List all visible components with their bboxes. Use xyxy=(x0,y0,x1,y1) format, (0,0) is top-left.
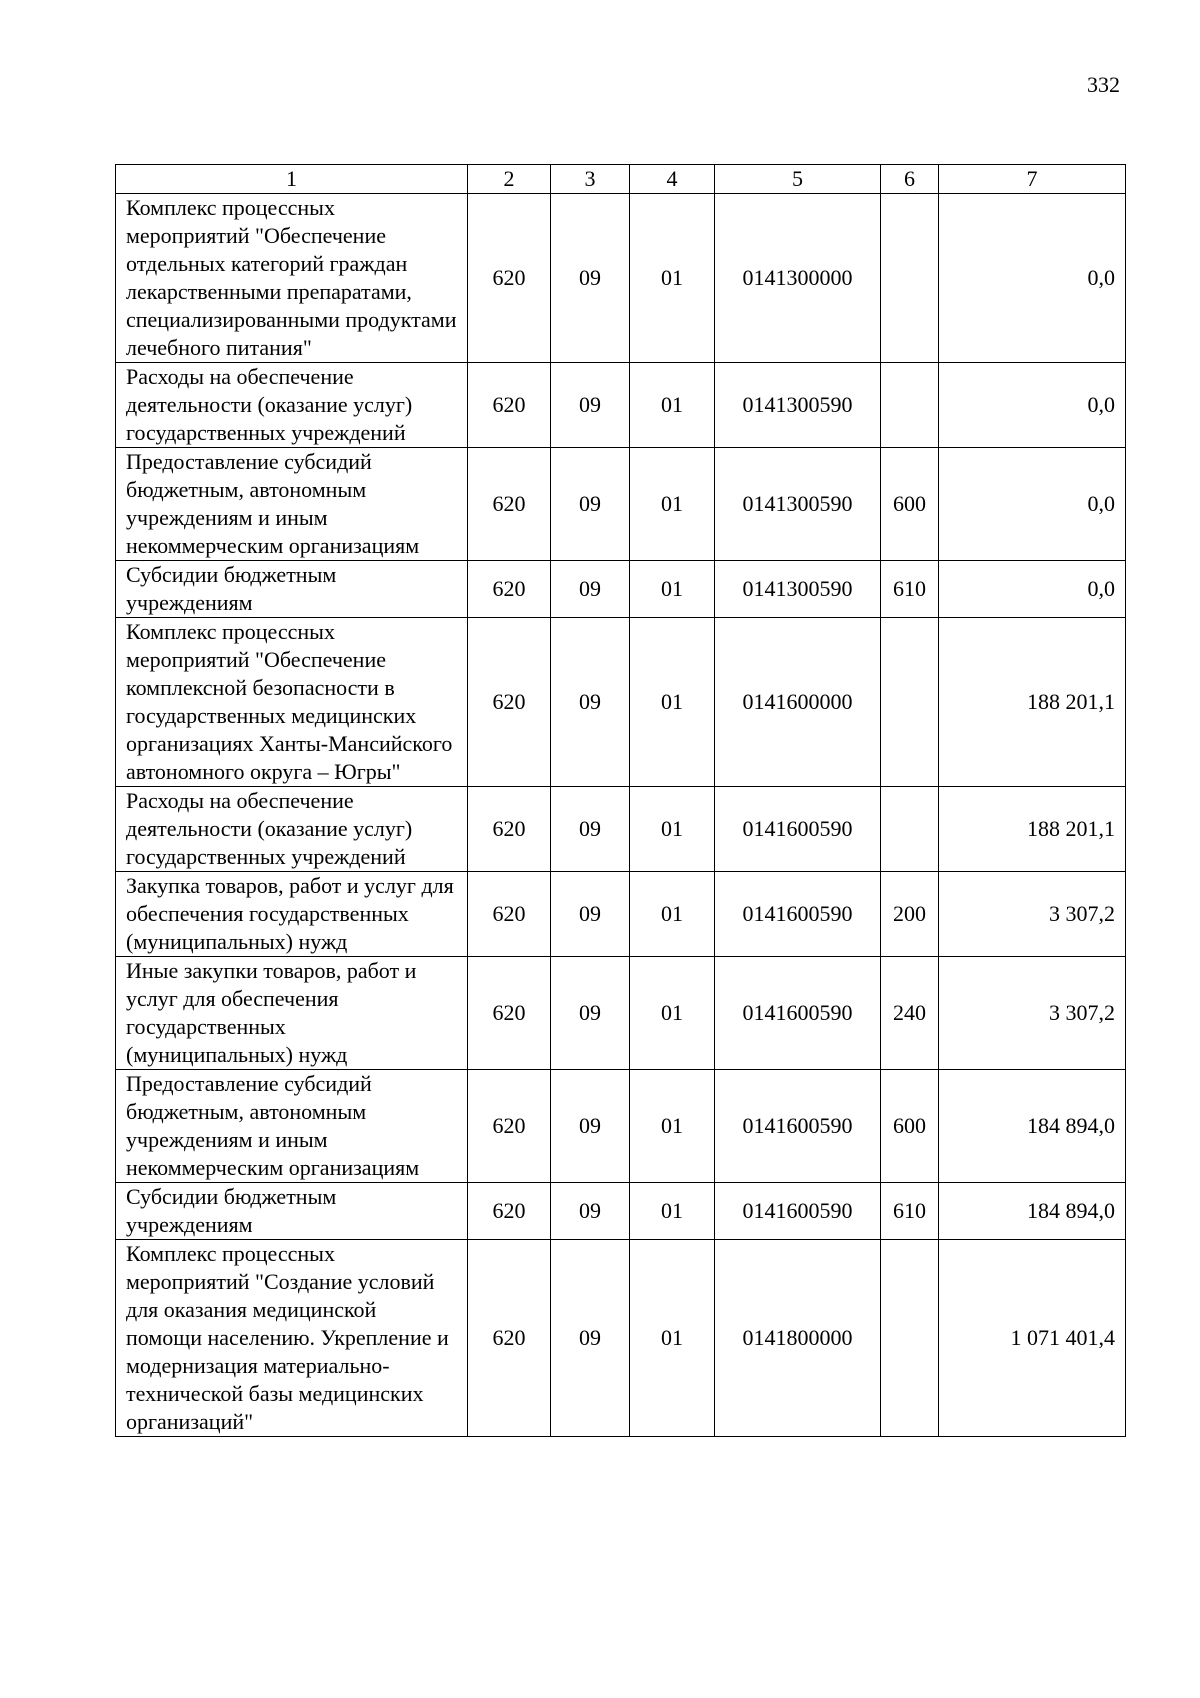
table-row xyxy=(116,1240,1126,1437)
column-header: 6 xyxy=(881,165,939,194)
row-col5: 0141800000 xyxy=(715,1240,881,1437)
row-col4: 01 xyxy=(630,787,715,872)
row-name: Субсидии бюджетным учреждениям xyxy=(116,561,468,618)
table-header-row xyxy=(116,165,1126,194)
row-col4: 01 xyxy=(630,561,715,618)
table-row xyxy=(116,363,1126,448)
row-col7: 0,0 xyxy=(939,363,1126,448)
table-row xyxy=(116,618,1126,787)
row-col2: 620 xyxy=(468,787,551,872)
row-name: Комплекс процессных мероприятий "Обеспечение комплексной безопасности в государственных медицинских организациях Ханты-Мансийского автономного округа – Югры" xyxy=(116,618,468,787)
row-col6: 600 xyxy=(881,1070,939,1183)
budget-table xyxy=(115,164,1126,1437)
row-col4: 01 xyxy=(630,1240,715,1437)
row-col7: 188 201,1 xyxy=(939,787,1126,872)
row-col4: 01 xyxy=(630,194,715,363)
row-col5: 0141600590 xyxy=(715,957,881,1070)
row-col2: 620 xyxy=(468,1240,551,1437)
table-row xyxy=(116,787,1126,872)
row-col4: 01 xyxy=(630,1183,715,1240)
row-col2: 620 xyxy=(468,872,551,957)
row-col7: 188 201,1 xyxy=(939,618,1126,787)
row-col5: 0141300000 xyxy=(715,194,881,363)
column-header: 7 xyxy=(939,165,1126,194)
row-col5: 0141600590 xyxy=(715,787,881,872)
column-header: 2 xyxy=(468,165,551,194)
row-col4: 01 xyxy=(630,618,715,787)
row-col3: 09 xyxy=(551,618,630,787)
row-col3: 09 xyxy=(551,448,630,561)
row-col3: 09 xyxy=(551,872,630,957)
row-col6: 610 xyxy=(881,1183,939,1240)
row-name: Комплекс процессных мероприятий "Создание условий для оказания медицинской помощи населению. Укрепление и модернизация материально-технической базы медицинских организаций" xyxy=(116,1240,468,1437)
row-col2: 620 xyxy=(468,1070,551,1183)
row-col7: 3 307,2 xyxy=(939,872,1126,957)
row-col6 xyxy=(881,194,939,363)
row-col3: 09 xyxy=(551,363,630,448)
column-header: 1 xyxy=(116,165,468,194)
row-col3: 09 xyxy=(551,1183,630,1240)
row-col2: 620 xyxy=(468,561,551,618)
table-row xyxy=(116,872,1126,957)
row-col2: 620 xyxy=(468,618,551,787)
row-col7: 0,0 xyxy=(939,561,1126,618)
row-col6: 200 xyxy=(881,872,939,957)
row-col7: 184 894,0 xyxy=(939,1070,1126,1183)
row-col7: 0,0 xyxy=(939,194,1126,363)
row-name: Субсидии бюджетным учреждениям xyxy=(116,1183,468,1240)
row-name: Иные закупки товаров, работ и услуг для обеспечения государственных (муниципальных) нужд xyxy=(116,957,468,1070)
row-col4: 01 xyxy=(630,448,715,561)
row-col6 xyxy=(881,1240,939,1437)
row-col2: 620 xyxy=(468,1183,551,1240)
row-col3: 09 xyxy=(551,561,630,618)
row-col4: 01 xyxy=(630,363,715,448)
row-col3: 09 xyxy=(551,787,630,872)
row-name: Расходы на обеспечение деятельности (оказание услуг) государственных учреждений xyxy=(116,787,468,872)
row-col6: 610 xyxy=(881,561,939,618)
table-row xyxy=(116,448,1126,561)
row-col5: 0141300590 xyxy=(715,448,881,561)
row-col2: 620 xyxy=(468,363,551,448)
table-row xyxy=(116,561,1126,618)
row-col4: 01 xyxy=(630,957,715,1070)
table-row xyxy=(116,957,1126,1070)
row-col4: 01 xyxy=(630,1070,715,1183)
row-col5: 0141600590 xyxy=(715,872,881,957)
table-row xyxy=(116,1070,1126,1183)
row-col5: 0141300590 xyxy=(715,363,881,448)
row-col7: 184 894,0 xyxy=(939,1183,1126,1240)
row-col5: 0141600590 xyxy=(715,1183,881,1240)
table-row xyxy=(116,194,1126,363)
row-name: Предоставление субсидий бюджетным, автономным учреждениям и иным некоммерческим организациям xyxy=(116,1070,468,1183)
row-col3: 09 xyxy=(551,957,630,1070)
row-col2: 620 xyxy=(468,957,551,1070)
table-row xyxy=(116,1183,1126,1240)
row-col6: 240 xyxy=(881,957,939,1070)
row-col6 xyxy=(881,363,939,448)
column-header: 3 xyxy=(551,165,630,194)
row-col5: 0141600000 xyxy=(715,618,881,787)
row-col6 xyxy=(881,787,939,872)
column-header: 5 xyxy=(715,165,881,194)
row-col7: 0,0 xyxy=(939,448,1126,561)
row-col5: 0141600590 xyxy=(715,1070,881,1183)
row-col7: 3 307,2 xyxy=(939,957,1126,1070)
row-col4: 01 xyxy=(630,872,715,957)
row-col6 xyxy=(881,618,939,787)
row-col7: 1 071 401,4 xyxy=(939,1240,1126,1437)
page-number: 332 xyxy=(1087,72,1120,97)
column-header: 4 xyxy=(630,165,715,194)
row-col3: 09 xyxy=(551,1070,630,1183)
row-col6: 600 xyxy=(881,448,939,561)
row-name: Расходы на обеспечение деятельности (оказание услуг) государственных учреждений xyxy=(116,363,468,448)
row-name: Комплекс процессных мероприятий "Обеспечение отдельных категорий граждан лекарственными препаратами, специализированными продуктами лечебного питания" xyxy=(116,194,468,363)
row-col2: 620 xyxy=(468,448,551,561)
row-col2: 620 xyxy=(468,194,551,363)
row-col5: 0141300590 xyxy=(715,561,881,618)
row-name: Предоставление субсидий бюджетным, автономным учреждениям и иным некоммерческим организациям xyxy=(116,448,468,561)
row-col3: 09 xyxy=(551,194,630,363)
row-col3: 09 xyxy=(551,1240,630,1437)
row-name: Закупка товаров, работ и услуг для обеспечения государственных (муниципальных) нужд xyxy=(116,872,468,957)
